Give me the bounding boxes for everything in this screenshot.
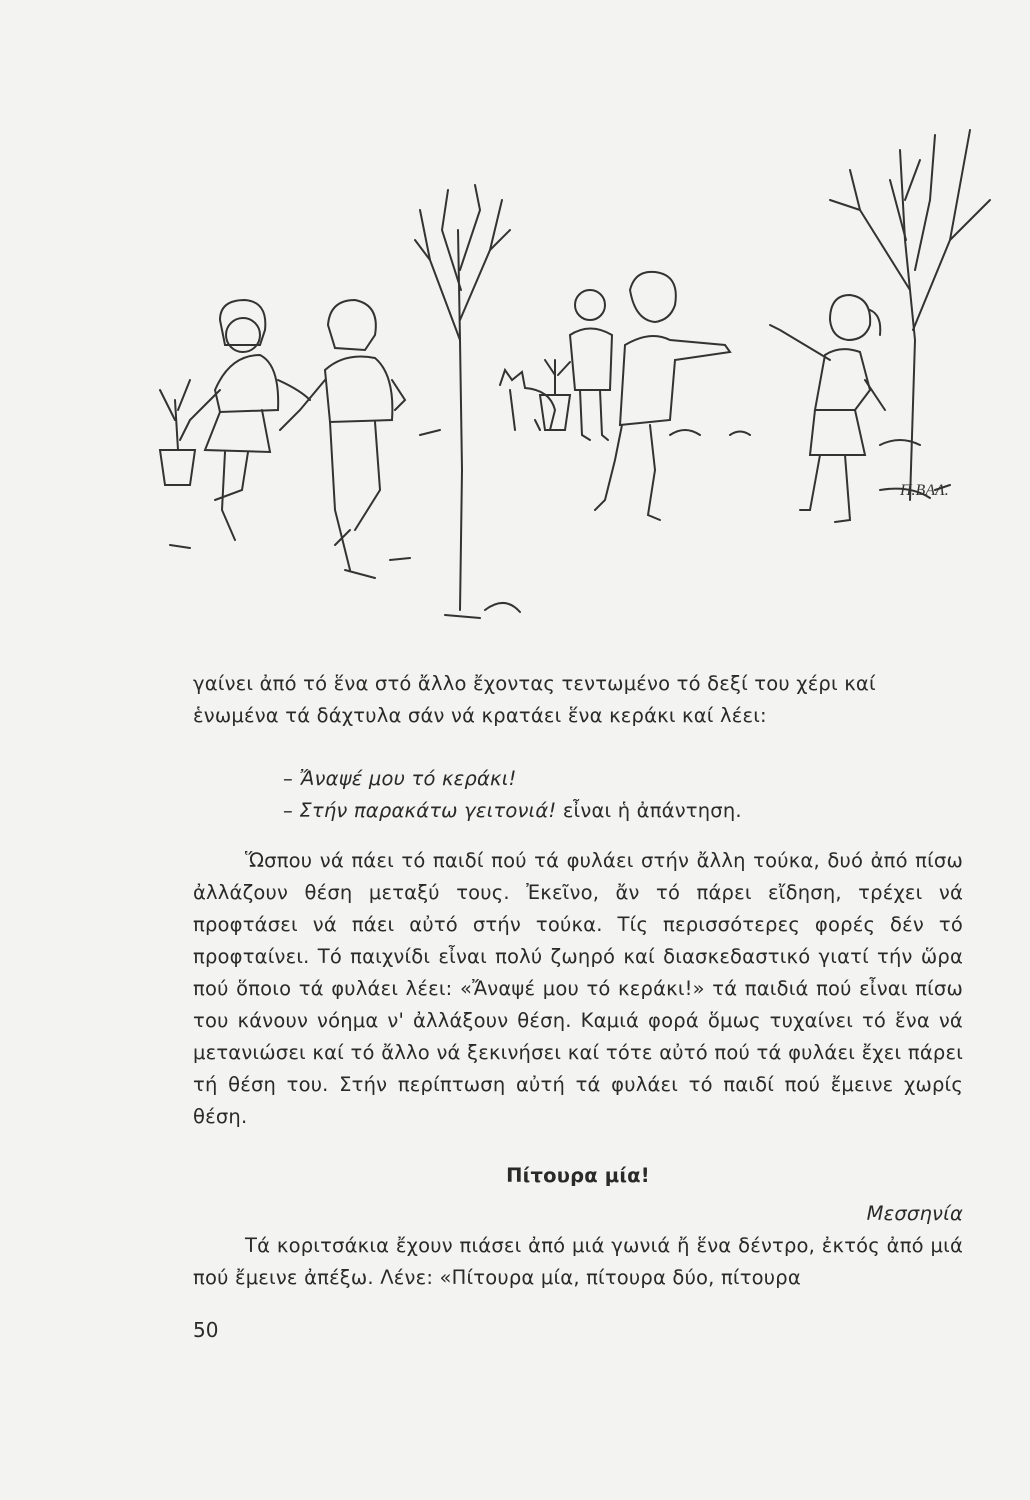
cat-and-boy-background [500, 290, 612, 440]
region-label: Μεσσηνία [866, 1202, 963, 1225]
girl-with-plant [160, 300, 310, 540]
girl-pointing-left [770, 295, 885, 522]
dash: – [283, 799, 300, 822]
boy-back-turned [280, 300, 405, 578]
page-number: 50 [193, 1318, 219, 1342]
dialog-line-1 [193, 763, 963, 795]
children-playing-illustration [130, 90, 1030, 650]
right-tree [830, 130, 990, 500]
child-pointing-right [595, 272, 730, 520]
dialog-quote: Στήν παρακάτω γειτονιά! [299, 799, 557, 822]
dialog-quote: Ἄναψέ μου τό κεράκι! [299, 767, 517, 790]
paragraph-continuation [193, 668, 963, 732]
main-paragraph [193, 845, 963, 1133]
dialog-block [193, 763, 963, 827]
illustration-drawing [130, 90, 1030, 650]
section-text: Τά κοριτσάκια ἔχουν πιάσει ἀπό μιά γωνιά ἤ ἕνα δέντρο, ἐκτός ἀπό μιά πού ἔμεινε ἀπέξω. Λένε: «Πίτουρα μία, πίτουρα δύο, πίτουρα [193, 1234, 963, 1289]
center-tree [415, 185, 520, 618]
artist-signature: Π.ΒΑΛ. [900, 482, 949, 499]
paragraph-text: Ὥσπου νά πάει τό παιδί πού τά φυλάει στήν ἄλλη τούκα, δυό ἀπό πίσω ἀλλάζουν θέση μεταξύ τους. Ἐκεῖνο, ἄν τό πάρει εἴδηση, τρέχει νά προφτάσει νά πάει αὐτό στήν τούκα. Τίς περισσότερες φορές δέν τό προφταίνει. Τό παιχνίδι εἶναι πολύ ζωηρό καί διασκεδαστικό γιατί τήν ὥρα πού ὅποιο τά φυλάει λέει: «Ἄναψέ μου τό κεράκι!» τά παιδιά πού εἶναι πίσω του κάνουν νόημα ν' ἀλλάξουν θέση. Καμιά φορά ὅμως τυχαίνει τό ἕνα νά μετανιώσει καί τό ἄλλο νά ξεκινήσει καί τότε αὐτό πού τά φυλάει ἔχει πάρει τή θέση του. Στήν περίπτωση αὐτή τά φυλάει τό παιδί πού ἔμεινε χωρίς θέση. [193, 849, 963, 1128]
section-heading: Πίτουρα μία! [506, 1164, 650, 1187]
dash: – [283, 767, 300, 790]
text-line: γαίνει ἀπό τό ἕνα στό ἄλλο ἔχοντας τεντωμένο τό δεξί του χέρι καί [193, 672, 876, 695]
dialog-line-2 [193, 795, 963, 827]
text-line: ἑνωμένα τά δάχτυλα σάν νά κρατάει ἕνα κεράκι καί λέει: [193, 704, 767, 727]
dialog-narration: εἶναι ἡ ἀπάντηση. [556, 799, 742, 822]
section-block [193, 1160, 963, 1294]
